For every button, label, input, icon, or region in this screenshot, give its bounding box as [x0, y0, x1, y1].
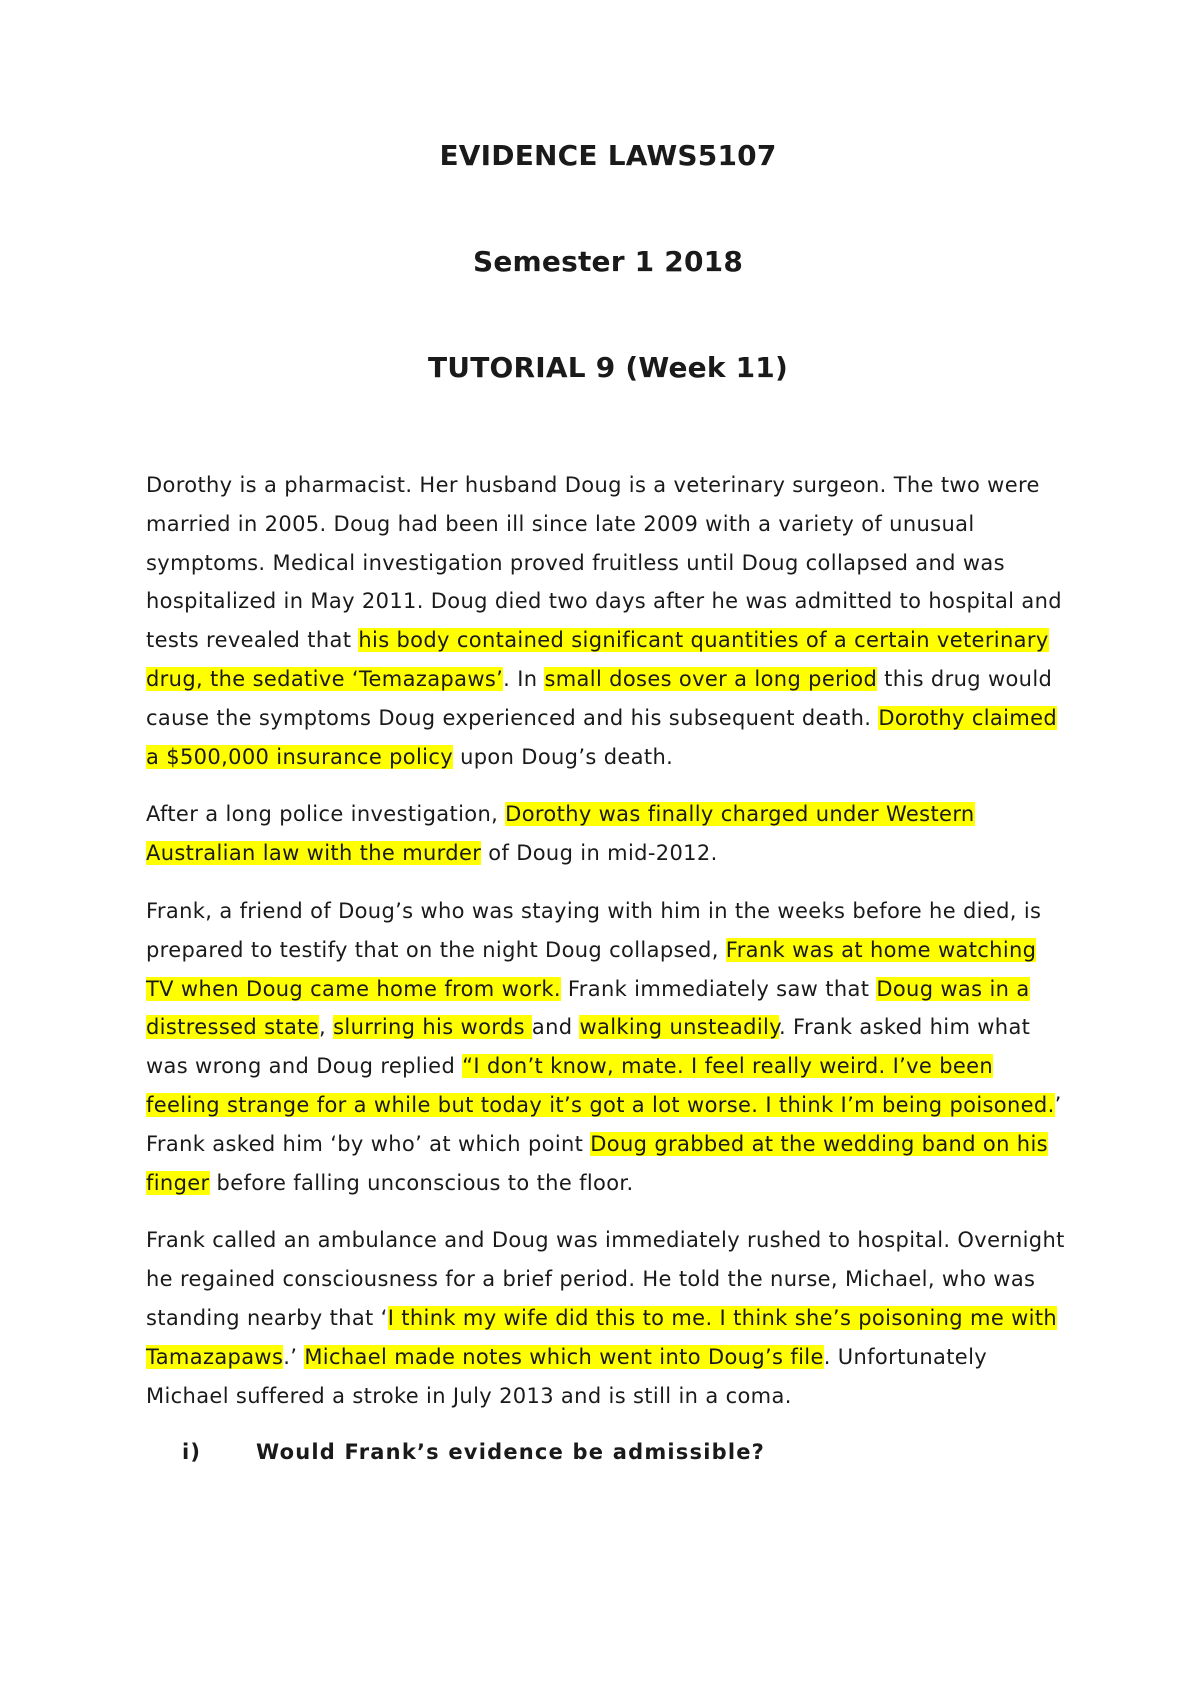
body-paragraph: [146, 1221, 1070, 1415]
text-run: this drug would cause the symptoms Doug experienced and his subsequent death.: [146, 666, 1053, 730]
highlighted-text: Michael made notes which went into Doug’s file: [304, 1344, 824, 1369]
text-run: before falling unconscious to the floor.: [209, 1170, 634, 1195]
text-run: upon Doug’s death.: [453, 744, 674, 769]
text-run: Frank immediately saw that: [560, 976, 877, 1001]
body-paragraph: [146, 892, 1070, 1202]
question-item: [146, 1434, 1070, 1470]
body-paragraph: [146, 466, 1070, 776]
tutorial-title: TUTORIAL 9 (Week 11): [427, 351, 788, 384]
text-run: . In: [503, 666, 545, 691]
text-run: After a long police investigation,: [146, 802, 506, 827]
text-run: ’ Frank asked him ‘by who’ at which point: [146, 1092, 1062, 1156]
text-run: .’: [283, 1344, 305, 1369]
highlighted-text: Doug grabbed at the wedding band on his finger: [146, 1131, 1048, 1195]
highlighted-text: walking unsteadily: [579, 1015, 779, 1040]
highlighted-text: Frank was at home watching TV when Doug came home from work.: [146, 937, 1037, 1001]
course-title: EVIDENCE LAWS5107: [439, 139, 777, 172]
text-run: Frank called an ambulance and Doug was immediately rushed to hospital. Overnight he regained consciousness for a brief period. He told the nurse, Michael, who was standing nearby that ‘: [146, 1228, 1065, 1330]
highlighted-text: “I don’t know, mate. I feel really weird. I’ve been feeling strange for a while but today it’s got a lot worse. I think I’m being poisoned.: [146, 1054, 1055, 1117]
text-run: . Frank asked him what was wrong and Doug replied: [146, 1015, 1031, 1079]
highlighted-text: Dorothy was finally charged under Western Australian law with the murder: [146, 802, 975, 866]
highlighted-text: Doug was in a distressed state: [146, 976, 1030, 1040]
highlighted-text: slurring his words: [333, 1015, 532, 1040]
highlighted-text: small doses over a long period: [544, 666, 878, 691]
semester-title: Semester 1 2018: [472, 245, 744, 278]
text-run: Frank, a friend of Doug’s who was staying with him in the weeks before he died, is prepared to testify that on the night Doug collapsed,: [146, 898, 1042, 962]
text-run: . Unfortunately Michael suffered a stroke in July 2013 and is still in a coma.: [146, 1344, 988, 1408]
question-text: Would Frank’s evidence be admissible?: [256, 1440, 766, 1465]
text-run: and: [531, 1015, 580, 1040]
body-paragraph: [146, 795, 1070, 873]
text-run: of Doug in mid-2012.: [481, 841, 718, 866]
problem-scenario: [146, 466, 1070, 1415]
highlighted-text: Dorothy claimed a $500,000 insurance policy: [146, 705, 1058, 769]
question-number: i): [182, 1440, 202, 1465]
highlighted-text: I think my wife did this to me. I think she’s poisoning me with Tamazapaws: [146, 1305, 1058, 1369]
text-run: ,: [319, 1015, 334, 1040]
highlighted-text: his body contained significant quantities of a certain veterinary drug, the sedative ‘Temazapaws’: [146, 628, 1049, 691]
title-block: [146, 0, 1070, 386]
text-run: Dorothy is a pharmacist. Her husband Doug is a veterinary surgeon. The two were married in 2005. Doug had been ill since late 2009 with a variety of unusual symptoms. Medical investigation proved fruitless until Doug collapsed and was hospitalized in May 2011. Doug died two days after he was admitted to hospital and tests revealed that: [146, 473, 1062, 653]
